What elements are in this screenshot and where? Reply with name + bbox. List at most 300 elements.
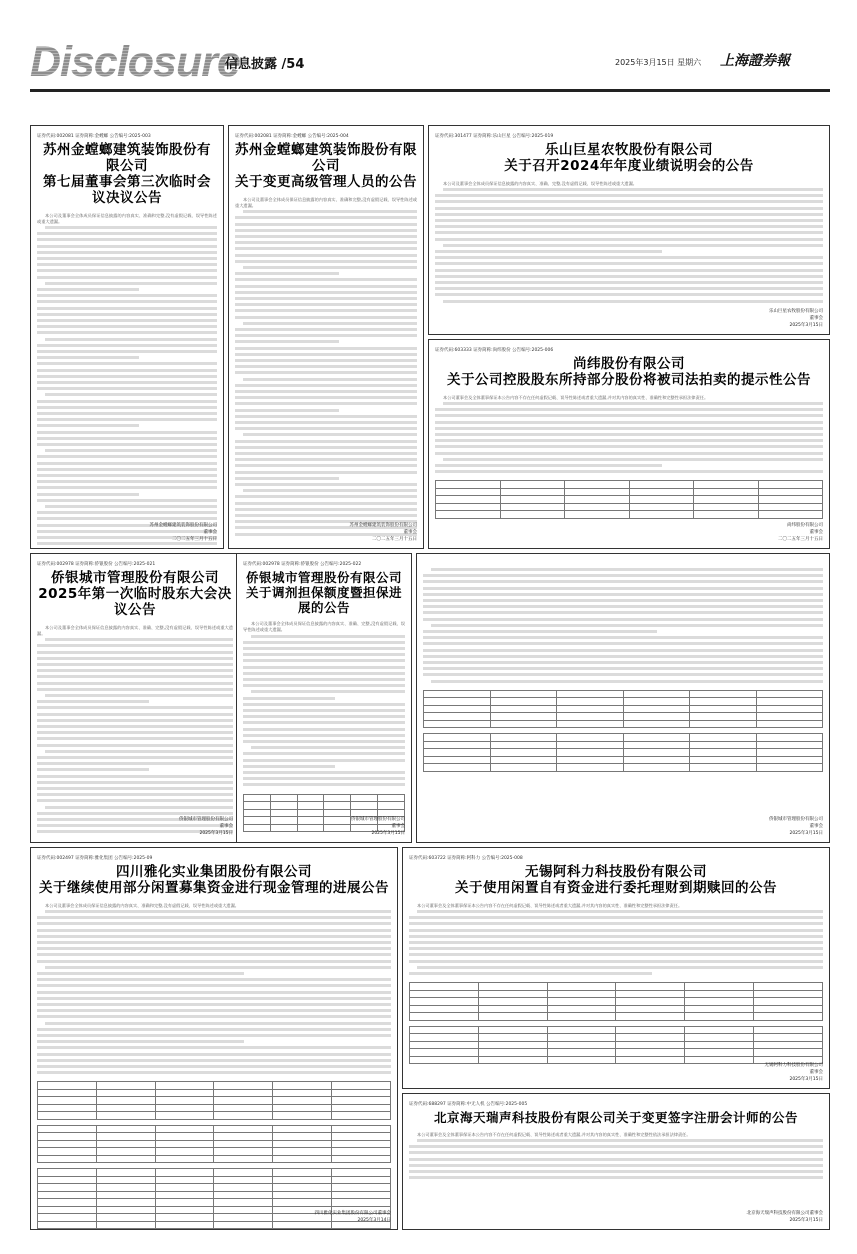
body-line xyxy=(435,408,823,411)
body-line xyxy=(235,402,417,405)
body-line xyxy=(443,244,823,247)
notice-intro: 本公司及董事会全体成员保证信息披露的内容真实、准确、完整,没有虚假记载、误导性陈述或重大遗漏。 xyxy=(443,180,637,186)
body-line xyxy=(435,464,662,467)
body-line xyxy=(37,356,139,359)
body-line xyxy=(243,684,405,687)
signature-line: 北京海天瑞声科技股份有限公司董事会 xyxy=(746,1211,823,1216)
notice-title-line: 关于继续使用部分闲置募集资金进行现金管理的进展公告 xyxy=(39,879,389,896)
body-line xyxy=(443,188,823,191)
body-line xyxy=(37,387,217,390)
body-line xyxy=(37,663,233,666)
notice-signature xyxy=(315,1210,392,1224)
body-line xyxy=(251,690,405,693)
body-line xyxy=(235,502,417,505)
body-line xyxy=(409,922,823,925)
notice-table xyxy=(37,1081,391,1120)
body-line xyxy=(45,806,233,809)
body-line xyxy=(243,752,405,755)
body-line xyxy=(37,669,233,672)
body-line xyxy=(409,1158,823,1161)
body-line xyxy=(37,400,217,403)
signature-line: 2025年3月15日 xyxy=(789,323,823,328)
body-line xyxy=(37,474,217,477)
signature-line: 董事会 xyxy=(391,824,405,829)
notice-body xyxy=(435,395,823,476)
signature-line: 2025年3月15日 xyxy=(789,1077,823,1082)
notice-body-fill xyxy=(37,225,217,549)
signature-line: 苏州金螳螂建筑装饰股份有限公司 xyxy=(149,523,217,528)
body-line xyxy=(243,728,405,731)
body-line xyxy=(243,433,417,436)
signature-line: 四川雅化实业集团股份有限公司董事会 xyxy=(314,1211,391,1216)
notice-body xyxy=(37,903,391,1077)
body-line xyxy=(409,972,652,975)
notice-signature xyxy=(765,1062,824,1083)
body-line xyxy=(45,226,217,229)
body-line xyxy=(37,991,391,994)
body-line xyxy=(435,269,823,272)
body-line xyxy=(37,276,217,279)
body-line xyxy=(45,505,217,508)
notice-intro: 本公司董事会及全体董事保证本公告内容不存在任何虚假记载、误导性陈述或者重大遗漏,并对其内容的真实性、准确性和完整性承担法律责任。 xyxy=(417,902,683,908)
notice-intro: 本公司及董事会全体成员保证信息披露的内容真实、准确和完整,没有虚假记载、误导性陈述或重大遗漏。 xyxy=(37,212,217,224)
body-line xyxy=(435,427,823,430)
notice-title-line: 尚纬股份有限公司 xyxy=(573,356,685,372)
notice-codes: 证券代码:603333 证券简称:尚纬股份 公告编号:2025-006 xyxy=(435,348,554,353)
body-line xyxy=(37,960,391,963)
notice-table xyxy=(423,733,823,772)
body-line xyxy=(37,431,217,434)
signature-line: 董事会 xyxy=(203,530,217,535)
body-line xyxy=(37,300,217,303)
body-line xyxy=(37,651,233,654)
body-line xyxy=(45,393,217,396)
notice-body xyxy=(409,1132,823,1182)
body-line xyxy=(37,744,233,747)
body-line xyxy=(37,313,217,316)
body-line xyxy=(37,719,233,722)
body-line xyxy=(37,245,217,248)
body-line xyxy=(243,678,405,681)
notice-codes: 证券代码:002978 证券简称:侨银股份 公告编号:2025-021 xyxy=(37,562,156,567)
body-line xyxy=(435,287,823,290)
notice-signature xyxy=(769,308,823,329)
signature-line: 无锡阿科力科技股份有限公司 xyxy=(764,1063,823,1068)
notice-body-fill xyxy=(243,634,405,789)
body-line xyxy=(235,508,417,511)
body-line xyxy=(235,495,417,498)
body-line xyxy=(45,1022,391,1025)
body-line xyxy=(37,941,391,944)
notice-body-fill xyxy=(409,909,823,977)
body-line xyxy=(37,443,217,446)
body-line xyxy=(431,680,823,683)
notice-body xyxy=(37,625,233,836)
notice-body-fill xyxy=(235,209,417,538)
body-line xyxy=(235,278,417,281)
body-line xyxy=(409,929,823,932)
body-line xyxy=(235,396,417,399)
body-line xyxy=(37,706,233,709)
signature-line: 董事会 xyxy=(809,1070,823,1075)
notice-codes: 证券代码:603722 证券简称:阿科力 公告编号:2025-008 xyxy=(409,856,523,861)
body-line xyxy=(251,635,405,638)
body-line xyxy=(235,371,417,374)
body-line xyxy=(235,446,417,449)
body-line xyxy=(37,916,391,919)
body-line xyxy=(37,947,391,950)
notice-codes: 证券代码:301477 证券简称:乐山巨星 公告编号:2025-019 xyxy=(435,134,554,139)
body-line xyxy=(243,647,405,650)
body-line xyxy=(37,953,391,956)
body-line xyxy=(243,715,405,718)
signature-line: 董事会 xyxy=(809,316,823,321)
body-line xyxy=(423,605,823,608)
body-line xyxy=(235,223,417,226)
body-line xyxy=(243,765,335,768)
body-line xyxy=(37,984,391,987)
body-line xyxy=(243,771,405,774)
body-line xyxy=(37,700,149,703)
body-line xyxy=(37,418,217,421)
body-line xyxy=(37,922,391,925)
notice-title-line: 乐山巨星农牧股份有限公司 xyxy=(545,142,713,158)
body-line xyxy=(409,947,823,950)
body-line xyxy=(409,1170,823,1173)
notice-title-line: 侨银城市管理股份有限公司 xyxy=(245,570,402,585)
body-line xyxy=(409,1145,823,1148)
body-line xyxy=(45,966,391,969)
body-line xyxy=(235,340,339,343)
body-line xyxy=(37,1071,391,1074)
signature-line: 乐山巨星农牧股份有限公司 xyxy=(769,309,823,314)
body-line xyxy=(435,293,823,296)
body-line xyxy=(243,759,405,762)
body-line xyxy=(235,384,417,387)
notice-signature xyxy=(179,816,233,837)
body-line xyxy=(435,250,662,253)
body-line xyxy=(37,1034,391,1037)
body-line xyxy=(37,682,233,685)
body-line xyxy=(235,328,417,331)
body-line xyxy=(235,421,417,424)
body-line xyxy=(435,200,823,203)
body-line xyxy=(235,254,417,257)
body-line xyxy=(37,499,217,502)
body-line xyxy=(37,935,391,938)
body-line xyxy=(37,319,217,322)
body-line xyxy=(235,309,417,312)
notice-table xyxy=(409,982,823,1021)
body-line xyxy=(37,437,217,440)
body-line xyxy=(235,409,339,412)
body-line xyxy=(443,458,823,461)
body-line xyxy=(235,365,417,368)
notice-signature xyxy=(350,522,418,543)
notice-body-fill xyxy=(435,401,823,475)
body-line xyxy=(435,194,823,197)
signature-line: 董事会 xyxy=(219,824,233,829)
body-line xyxy=(423,649,823,652)
body-line xyxy=(235,359,417,362)
body-line xyxy=(37,350,217,353)
body-line xyxy=(235,297,417,300)
body-line xyxy=(423,655,823,658)
notice-title-line: 侨银城市管理股份有限公司 xyxy=(51,570,219,586)
body-line xyxy=(235,291,417,294)
body-line xyxy=(235,477,339,480)
body-line xyxy=(37,688,233,691)
body-line xyxy=(37,412,217,415)
body-line xyxy=(37,375,217,378)
notice-signature xyxy=(769,816,823,837)
body-line xyxy=(243,783,405,786)
body-line xyxy=(423,642,823,645)
body-line xyxy=(409,953,823,956)
body-line xyxy=(37,657,233,660)
body-line xyxy=(435,231,823,234)
body-line xyxy=(37,251,217,254)
body-line xyxy=(409,960,823,963)
notice-body xyxy=(37,213,217,549)
body-line xyxy=(243,653,405,656)
body-line xyxy=(37,997,391,1000)
body-line xyxy=(435,256,823,259)
masthead xyxy=(0,0,857,120)
body-line xyxy=(243,709,405,712)
body-line xyxy=(37,644,233,647)
body-line xyxy=(45,638,233,641)
notice-body xyxy=(423,567,823,685)
body-line xyxy=(423,636,823,639)
notice-signature xyxy=(150,522,218,543)
body-line xyxy=(37,675,233,678)
body-line xyxy=(435,452,823,455)
notice-wxakl-finance xyxy=(402,847,830,1089)
body-line xyxy=(37,468,217,471)
notice-bjht-cpa xyxy=(402,1093,830,1230)
notice-szjlz-exec xyxy=(228,125,424,549)
body-line xyxy=(37,1040,244,1043)
body-line xyxy=(435,470,823,473)
body-line xyxy=(409,1151,823,1154)
body-line xyxy=(45,910,391,913)
notice-intro: 本公司及董事会全体成员保证信息披露的内容真实、准确、完整,没有虚假记载、误导性陈述或重大遗漏。 xyxy=(243,621,405,633)
notice-szjlz-board xyxy=(30,125,224,549)
body-line xyxy=(37,725,233,728)
body-line xyxy=(37,288,139,291)
body-line xyxy=(435,433,823,436)
notice-qy-meeting xyxy=(30,553,240,843)
notice-body-fill xyxy=(37,909,391,1076)
body-line xyxy=(235,514,417,517)
body-line xyxy=(435,414,823,417)
body-line xyxy=(37,929,391,932)
signature-line: 2025年3月14日 xyxy=(357,1218,391,1223)
body-line xyxy=(37,462,217,465)
notice-body-fill xyxy=(435,187,823,305)
body-line xyxy=(37,768,149,771)
body-line xyxy=(235,415,417,418)
body-line xyxy=(235,353,417,356)
body-line xyxy=(243,266,417,269)
notice-lsjx-results xyxy=(428,125,830,335)
notice-qy-guarantee xyxy=(236,553,412,843)
body-line xyxy=(235,235,417,238)
notice-intro: 本公司及董事会全体成员保证信息披露的内容真实、准确和完整,没有虚假记载、误导性陈述或重大遗漏。 xyxy=(235,196,417,208)
section-title: 信息披露 /54 xyxy=(225,57,305,72)
body-line xyxy=(37,793,233,796)
body-line xyxy=(435,262,823,265)
notice-codes: 证券代码:002081 证券简称:金螳螂 公告编号:2025-003 xyxy=(37,134,151,139)
body-line xyxy=(235,390,417,393)
body-line xyxy=(243,322,417,325)
body-line xyxy=(243,641,405,644)
signature-line: 2025年3月15日 xyxy=(789,1218,823,1223)
body-line xyxy=(37,1015,391,1018)
body-line xyxy=(37,381,217,384)
body-line xyxy=(423,667,823,670)
body-line xyxy=(417,966,823,969)
body-line xyxy=(435,439,823,442)
notice-title-line: 关于使用闲置自有资金进行委托理财到期赎回的公告 xyxy=(455,879,777,896)
body-line xyxy=(435,445,823,448)
notice-body xyxy=(435,181,823,305)
notice-body-fill xyxy=(409,1138,823,1181)
body-line xyxy=(423,611,823,614)
body-line xyxy=(37,493,139,496)
body-line xyxy=(37,406,217,409)
signature-line: 董事会 xyxy=(809,530,823,535)
notice-intro: 本公司董事会及全体董事保证本公告内容不存在任何虚假记载、误导性陈述或者重大遗漏,并对其内容的真实性、准确性和完整性依法承担法律责任。 xyxy=(417,1131,691,1137)
body-line xyxy=(443,402,823,405)
body-line xyxy=(37,1003,391,1006)
notice-title-line: 苏州金螳螂建筑装饰股份有限公司 xyxy=(235,142,417,174)
signature-line: 2025年3月15日 xyxy=(371,831,405,836)
body-line xyxy=(37,799,233,802)
body-line xyxy=(235,464,417,467)
body-line xyxy=(435,275,823,278)
body-line xyxy=(37,480,217,483)
body-line xyxy=(235,347,417,350)
notice-body-fill xyxy=(37,637,233,835)
signature-line: 2025年3月15日 xyxy=(199,831,233,836)
body-line xyxy=(435,238,823,241)
signature-line: 二〇二五年三月十五日 xyxy=(778,537,823,542)
signature-line: 二〇二五年三月十五日 xyxy=(172,537,217,542)
body-line xyxy=(37,781,233,784)
body-line xyxy=(435,207,823,210)
body-line xyxy=(45,750,233,753)
body-line xyxy=(37,517,217,520)
body-line xyxy=(37,731,233,734)
body-line xyxy=(423,599,823,602)
notice-codes: 证券代码:002081 证券简称:金螳螂 公告编号:2025-004 xyxy=(235,134,349,139)
body-line xyxy=(45,694,233,697)
body-line xyxy=(37,1028,391,1031)
body-line xyxy=(37,257,217,260)
signature-line: 二〇二五年三月十五日 xyxy=(372,537,417,542)
notice-table xyxy=(423,690,823,729)
body-line xyxy=(235,247,417,250)
body-line xyxy=(37,737,233,740)
body-line xyxy=(243,721,405,724)
notice-signature xyxy=(778,522,823,543)
notice-intro: 本公司董事会及全体董事保证本公告内容不存在任何虚假记载、误导性陈述或者重大遗漏,并对其内容的真实性、准确性和完整性承担法律责任。 xyxy=(443,394,709,400)
body-line xyxy=(37,238,217,241)
body-line xyxy=(423,587,823,590)
body-line xyxy=(235,458,417,461)
body-line xyxy=(37,972,244,975)
body-line xyxy=(409,941,823,944)
header-rule xyxy=(30,89,830,92)
signature-line: 苏州金螳螂建筑装饰股份有限公司 xyxy=(349,523,417,528)
body-line xyxy=(235,440,417,443)
body-line xyxy=(235,216,417,219)
newspaper-brand: 上海證券報 xyxy=(720,53,790,69)
body-line xyxy=(37,1059,391,1062)
body-line xyxy=(37,325,217,328)
body-line xyxy=(37,294,217,297)
body-line xyxy=(37,1046,391,1049)
signature-line: 董事会 xyxy=(403,530,417,535)
body-line xyxy=(235,427,417,430)
body-line xyxy=(423,618,823,621)
body-line xyxy=(251,746,405,749)
body-line xyxy=(243,489,417,492)
body-line xyxy=(235,483,417,486)
body-line xyxy=(37,269,217,272)
notice-intro: 本公司及董事会全体成员保证信息披露的内容真实、准确、完整,没有虚假记载、误导性陈述或重大遗漏。 xyxy=(37,624,233,636)
body-line xyxy=(243,777,405,780)
body-line xyxy=(235,229,417,232)
signature-line: 尚纬股份有限公司 xyxy=(787,523,823,528)
body-line xyxy=(45,282,217,285)
notice-body xyxy=(409,903,823,977)
notice-sw-share xyxy=(428,339,830,549)
body-line xyxy=(37,812,233,815)
notice-table xyxy=(435,480,823,519)
body-line xyxy=(37,263,217,266)
notice-title-line: 苏州金螳螂建筑装饰股份有限公司 xyxy=(43,142,211,174)
body-line xyxy=(435,213,823,216)
body-line xyxy=(409,1164,823,1167)
notice-body-fill xyxy=(423,567,823,685)
body-line xyxy=(435,421,823,424)
body-line xyxy=(37,362,217,365)
notice-schh-cash xyxy=(30,847,398,1230)
body-line xyxy=(243,659,405,662)
notice-title-line: 关于调剂担保额度暨担保进展的公告 xyxy=(245,584,402,615)
body-line xyxy=(243,378,417,381)
body-line xyxy=(409,916,823,919)
notice-codes: 证券代码:688297 证券简称:中无人机 公告编号:2025-005 xyxy=(409,1102,528,1107)
body-line xyxy=(37,424,139,427)
notice-title-line: 2025年第一次临时股东大会决议公告 xyxy=(38,585,232,618)
body-line xyxy=(235,260,417,263)
body-line xyxy=(37,486,217,489)
body-line xyxy=(37,713,233,716)
body-line xyxy=(37,787,233,790)
body-line xyxy=(409,935,823,938)
body-line xyxy=(423,580,823,583)
body-line xyxy=(417,1139,823,1142)
body-line xyxy=(37,548,217,549)
body-line xyxy=(243,734,405,737)
notice-intro: 本公司及董事会全体成员保证信息披露的内容真实、准确和完整,没有虚假记载、误导性陈述或重大遗漏。 xyxy=(45,902,239,908)
signature-line: 侨银城市管理股份有限公司 xyxy=(351,817,405,822)
notice-table xyxy=(409,1026,823,1065)
